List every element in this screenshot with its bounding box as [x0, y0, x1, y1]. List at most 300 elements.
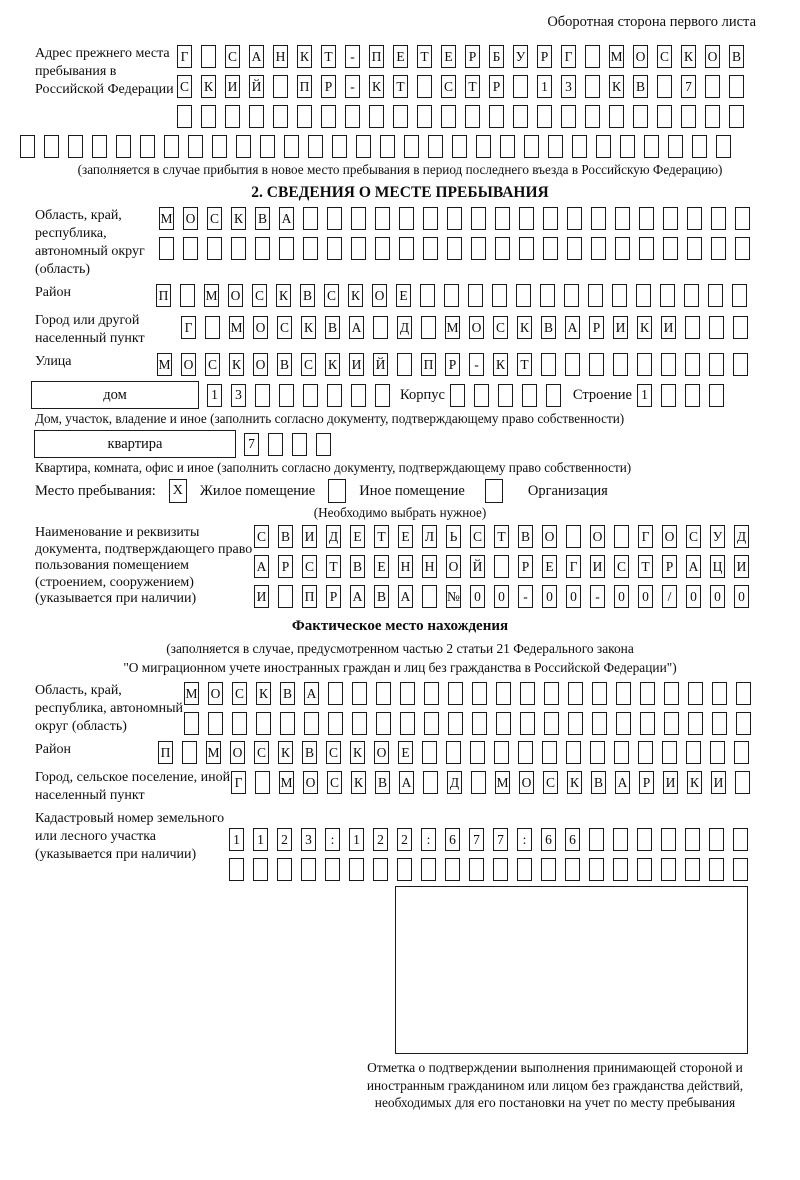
char-cell[interactable]	[736, 712, 751, 735]
char-cell[interactable]	[564, 284, 579, 307]
char-cell[interactable]	[692, 135, 707, 158]
char-cell[interactable]	[657, 75, 672, 98]
char-cell[interactable]	[399, 207, 414, 230]
char-cell[interactable]	[116, 135, 131, 158]
char-cell[interactable]	[734, 741, 749, 764]
char-cell[interactable]: -	[518, 585, 533, 608]
char-cell[interactable]	[212, 135, 227, 158]
char-cell[interactable]	[450, 384, 465, 407]
char-cell[interactable]: С	[277, 316, 292, 339]
char-cell[interactable]	[540, 284, 555, 307]
char-cell[interactable]	[404, 135, 419, 158]
char-cell[interactable]	[92, 135, 107, 158]
char-cell[interactable]	[716, 135, 731, 158]
char-cell[interactable]	[255, 771, 270, 794]
char-cell[interactable]	[620, 135, 635, 158]
char-cell[interactable]: К	[201, 75, 216, 98]
char-cell[interactable]	[229, 858, 244, 881]
char-cell[interactable]	[661, 858, 676, 881]
char-cell[interactable]	[422, 585, 437, 608]
char-cell[interactable]: Н	[422, 555, 437, 578]
char-cell[interactable]	[496, 712, 511, 735]
char-cell[interactable]	[685, 316, 700, 339]
char-cell[interactable]: В	[350, 555, 365, 578]
char-cell[interactable]	[518, 741, 533, 764]
char-cell[interactable]	[733, 316, 748, 339]
char-cell[interactable]	[207, 237, 222, 260]
char-cell[interactable]	[668, 135, 683, 158]
char-cell[interactable]	[548, 135, 563, 158]
char-cell[interactable]	[376, 682, 391, 705]
char-cell[interactable]	[373, 316, 388, 339]
char-cell[interactable]	[638, 741, 653, 764]
char-cell[interactable]	[472, 682, 487, 705]
char-cell[interactable]	[543, 207, 558, 230]
char-cell[interactable]	[684, 284, 699, 307]
char-cell[interactable]: Й	[470, 555, 485, 578]
char-cell[interactable]: 6	[541, 828, 556, 851]
char-cell[interactable]	[421, 858, 436, 881]
char-cell[interactable]	[688, 712, 703, 735]
char-cell[interactable]	[524, 135, 539, 158]
char-cell[interactable]	[278, 585, 293, 608]
char-cell[interactable]	[513, 75, 528, 98]
char-cell[interactable]	[712, 712, 727, 735]
char-cell[interactable]: С	[254, 741, 269, 764]
char-cell[interactable]	[316, 433, 331, 456]
char-cell[interactable]	[321, 105, 336, 128]
char-cell[interactable]: 6	[565, 828, 580, 851]
char-cell[interactable]	[519, 207, 534, 230]
char-cell[interactable]: О	[469, 316, 484, 339]
char-cell[interactable]	[639, 237, 654, 260]
char-cell[interactable]	[495, 237, 510, 260]
char-cell[interactable]	[544, 712, 559, 735]
char-cell[interactable]	[180, 284, 195, 307]
char-cell[interactable]: М	[159, 207, 174, 230]
char-cell[interactable]	[589, 828, 604, 851]
char-cell[interactable]	[637, 828, 652, 851]
char-cell[interactable]: У	[710, 525, 725, 548]
char-cell[interactable]: С	[326, 741, 341, 764]
char-cell[interactable]: Е	[542, 555, 557, 578]
char-cell[interactable]: -	[469, 353, 484, 376]
char-cell[interactable]	[592, 712, 607, 735]
char-cell[interactable]: Р	[639, 771, 654, 794]
char-cell[interactable]: Р	[321, 75, 336, 98]
char-cell[interactable]: В	[302, 741, 317, 764]
char-cell[interactable]	[279, 237, 294, 260]
char-cell[interactable]: А	[399, 771, 414, 794]
char-cell[interactable]: У	[513, 45, 528, 68]
char-cell[interactable]	[231, 237, 246, 260]
char-cell[interactable]: П	[421, 353, 436, 376]
char-cell[interactable]: Д	[326, 525, 341, 548]
char-cell[interactable]: Р	[445, 353, 460, 376]
char-cell[interactable]	[68, 135, 83, 158]
char-cell[interactable]	[609, 105, 624, 128]
char-cell[interactable]	[709, 316, 724, 339]
char-cell[interactable]	[356, 135, 371, 158]
char-cell[interactable]: К	[681, 45, 696, 68]
char-cell[interactable]: К	[493, 353, 508, 376]
char-cell[interactable]: 1	[637, 384, 652, 407]
char-cell[interactable]	[708, 284, 723, 307]
char-cell[interactable]	[612, 284, 627, 307]
char-cell[interactable]: Т	[326, 555, 341, 578]
char-cell[interactable]	[644, 135, 659, 158]
char-cell[interactable]	[519, 237, 534, 260]
char-cell[interactable]	[423, 771, 438, 794]
char-cell[interactable]	[441, 105, 456, 128]
char-cell[interactable]: Б	[489, 45, 504, 68]
char-cell[interactable]	[140, 135, 155, 158]
char-cell[interactable]	[709, 858, 724, 881]
char-cell[interactable]: Р	[662, 555, 677, 578]
char-cell[interactable]	[284, 135, 299, 158]
char-cell[interactable]	[325, 858, 340, 881]
char-cell[interactable]	[664, 712, 679, 735]
char-cell[interactable]: И	[302, 525, 317, 548]
char-cell[interactable]	[517, 858, 532, 881]
char-cell[interactable]	[422, 741, 437, 764]
char-cell[interactable]: К	[567, 771, 582, 794]
char-cell[interactable]: М	[609, 45, 624, 68]
char-cell[interactable]	[566, 525, 581, 548]
char-cell[interactable]	[735, 207, 750, 230]
char-cell[interactable]: Н	[398, 555, 413, 578]
char-cell[interactable]	[710, 741, 725, 764]
char-cell[interactable]	[657, 105, 672, 128]
char-cell[interactable]	[351, 237, 366, 260]
char-cell[interactable]	[537, 105, 552, 128]
char-cell[interactable]	[424, 712, 439, 735]
char-cell[interactable]: К	[297, 45, 312, 68]
char-cell[interactable]: С	[470, 525, 485, 548]
char-cell[interactable]: 0	[614, 585, 629, 608]
char-cell[interactable]	[417, 75, 432, 98]
char-cell[interactable]	[255, 384, 270, 407]
char-cell[interactable]: 0	[686, 585, 701, 608]
char-cell[interactable]: -	[590, 585, 605, 608]
char-cell[interactable]	[500, 135, 515, 158]
char-cell[interactable]	[736, 682, 751, 705]
char-cell[interactable]: Р	[589, 316, 604, 339]
char-cell[interactable]	[183, 237, 198, 260]
char-cell[interactable]	[279, 384, 294, 407]
char-cell[interactable]	[380, 135, 395, 158]
char-cell[interactable]	[373, 858, 388, 881]
char-cell[interactable]	[446, 741, 461, 764]
char-cell[interactable]: В	[633, 75, 648, 98]
char-cell[interactable]	[685, 828, 700, 851]
char-cell[interactable]: Т	[417, 45, 432, 68]
char-cell[interactable]: А	[304, 682, 319, 705]
char-cell[interactable]	[253, 858, 268, 881]
char-cell[interactable]: Т	[465, 75, 480, 98]
char-cell[interactable]: К	[231, 207, 246, 230]
char-cell[interactable]: 2	[397, 828, 412, 851]
char-cell[interactable]	[188, 135, 203, 158]
char-cell[interactable]: О	[181, 353, 196, 376]
char-cell[interactable]: О	[374, 741, 389, 764]
char-cell[interactable]: А	[249, 45, 264, 68]
char-cell[interactable]: С	[207, 207, 222, 230]
char-cell[interactable]	[687, 237, 702, 260]
char-cell[interactable]: О	[372, 284, 387, 307]
char-cell[interactable]	[472, 712, 487, 735]
char-cell[interactable]	[592, 682, 607, 705]
char-cell[interactable]: 0	[542, 585, 557, 608]
char-cell[interactable]	[567, 207, 582, 230]
char-cell[interactable]	[591, 207, 606, 230]
char-cell[interactable]: О	[705, 45, 720, 68]
char-cell[interactable]: С	[302, 555, 317, 578]
char-cell[interactable]: О	[590, 525, 605, 548]
char-cell[interactable]: О	[542, 525, 557, 548]
char-cell[interactable]: А	[350, 585, 365, 608]
char-cell[interactable]: В	[591, 771, 606, 794]
char-cell[interactable]: Р	[278, 555, 293, 578]
char-cell[interactable]	[448, 682, 463, 705]
char-cell[interactable]: Т	[374, 525, 389, 548]
char-cell[interactable]	[733, 858, 748, 881]
char-cell[interactable]	[637, 858, 652, 881]
char-cell[interactable]: 1	[207, 384, 222, 407]
char-cell[interactable]: 0	[494, 585, 509, 608]
char-cell[interactable]	[159, 237, 174, 260]
char-cell[interactable]	[681, 105, 696, 128]
char-cell[interactable]: С	[254, 525, 269, 548]
char-cell[interactable]: Г	[231, 771, 246, 794]
char-cell[interactable]: В	[374, 585, 389, 608]
char-cell[interactable]: Г	[566, 555, 581, 578]
char-cell[interactable]: Т	[517, 353, 532, 376]
char-cell[interactable]	[711, 237, 726, 260]
char-cell[interactable]	[375, 384, 390, 407]
char-cell[interactable]: И	[613, 316, 628, 339]
char-cell[interactable]	[474, 384, 489, 407]
char-cell[interactable]: В	[729, 45, 744, 68]
char-cell[interactable]: И	[349, 353, 364, 376]
char-cell[interactable]: С	[657, 45, 672, 68]
char-cell[interactable]	[709, 353, 724, 376]
char-cell[interactable]	[303, 237, 318, 260]
char-cell[interactable]	[421, 316, 436, 339]
char-cell[interactable]	[615, 207, 630, 230]
char-cell[interactable]	[476, 135, 491, 158]
char-cell[interactable]	[596, 135, 611, 158]
char-cell[interactable]: Ь	[446, 525, 461, 548]
char-cell[interactable]	[705, 105, 720, 128]
char-cell[interactable]	[712, 682, 727, 705]
char-cell[interactable]	[447, 207, 462, 230]
char-cell[interactable]: 1	[253, 828, 268, 851]
char-cell[interactable]	[566, 741, 581, 764]
char-cell[interactable]	[471, 207, 486, 230]
char-cell[interactable]: Ц	[710, 555, 725, 578]
char-cell[interactable]: 1	[349, 828, 364, 851]
char-cell[interactable]: М	[204, 284, 219, 307]
char-cell[interactable]	[428, 135, 443, 158]
char-cell[interactable]: Г	[177, 45, 192, 68]
char-cell[interactable]: Р	[489, 75, 504, 98]
char-cell[interactable]	[589, 353, 604, 376]
char-cell[interactable]: В	[255, 207, 270, 230]
char-cell[interactable]	[327, 237, 342, 260]
char-cell[interactable]: К	[276, 284, 291, 307]
char-cell[interactable]	[662, 741, 677, 764]
char-cell[interactable]: А	[565, 316, 580, 339]
char-cell[interactable]	[345, 105, 360, 128]
char-cell[interactable]	[686, 741, 701, 764]
char-cell[interactable]: В	[278, 525, 293, 548]
char-cell[interactable]	[613, 858, 628, 881]
char-cell[interactable]: П	[302, 585, 317, 608]
char-cell[interactable]	[585, 75, 600, 98]
char-cell[interactable]	[590, 741, 605, 764]
char-cell[interactable]: И	[661, 316, 676, 339]
char-cell[interactable]	[522, 384, 537, 407]
char-cell[interactable]	[164, 135, 179, 158]
char-cell[interactable]	[733, 828, 748, 851]
char-cell[interactable]: С	[441, 75, 456, 98]
char-cell[interactable]: О	[633, 45, 648, 68]
char-cell[interactable]: 0	[470, 585, 485, 608]
char-cell[interactable]	[591, 237, 606, 260]
char-cell[interactable]	[328, 712, 343, 735]
char-cell[interactable]: /	[662, 585, 677, 608]
char-cell[interactable]: -	[345, 45, 360, 68]
char-cell[interactable]	[639, 207, 654, 230]
char-cell[interactable]: 0	[566, 585, 581, 608]
char-cell[interactable]	[495, 207, 510, 230]
char-cell[interactable]: В	[277, 353, 292, 376]
char-cell[interactable]	[542, 741, 557, 764]
char-cell[interactable]: :	[421, 828, 436, 851]
char-cell[interactable]	[273, 105, 288, 128]
char-cell[interactable]: О	[303, 771, 318, 794]
char-cell[interactable]	[492, 284, 507, 307]
char-cell[interactable]: С	[493, 316, 508, 339]
char-cell[interactable]: К	[517, 316, 532, 339]
char-cell[interactable]: :	[325, 828, 340, 851]
char-cell[interactable]	[351, 384, 366, 407]
char-cell[interactable]	[541, 858, 556, 881]
char-cell[interactable]: К	[609, 75, 624, 98]
char-cell[interactable]	[636, 284, 651, 307]
char-cell[interactable]	[256, 712, 271, 735]
char-cell[interactable]: К	[229, 353, 244, 376]
char-cell[interactable]	[613, 828, 628, 851]
char-cell[interactable]	[640, 712, 655, 735]
char-cell[interactable]: Й	[249, 75, 264, 98]
char-cell[interactable]: И	[734, 555, 749, 578]
char-cell[interactable]	[447, 237, 462, 260]
char-cell[interactable]: 3	[561, 75, 576, 98]
char-cell[interactable]: Е	[441, 45, 456, 68]
char-cell[interactable]	[520, 682, 535, 705]
char-cell[interactable]: Д	[447, 771, 462, 794]
char-cell[interactable]: А	[398, 585, 413, 608]
char-cell[interactable]	[255, 237, 270, 260]
char-cell[interactable]	[520, 712, 535, 735]
char-cell[interactable]	[565, 353, 580, 376]
char-cell[interactable]	[541, 353, 556, 376]
char-cell[interactable]: С	[543, 771, 558, 794]
char-cell[interactable]	[349, 858, 364, 881]
char-cell[interactable]	[260, 135, 275, 158]
char-cell[interactable]	[660, 284, 675, 307]
char-cell[interactable]: И	[711, 771, 726, 794]
char-cell[interactable]: М	[495, 771, 510, 794]
char-cell[interactable]: В	[375, 771, 390, 794]
char-cell[interactable]	[572, 135, 587, 158]
char-cell[interactable]	[177, 105, 192, 128]
char-cell[interactable]: Е	[396, 284, 411, 307]
char-cell[interactable]	[709, 828, 724, 851]
char-cell[interactable]: 7	[681, 75, 696, 98]
char-cell[interactable]	[468, 284, 483, 307]
char-cell[interactable]: С	[301, 353, 316, 376]
char-cell[interactable]: 3	[301, 828, 316, 851]
char-cell[interactable]: В	[300, 284, 315, 307]
char-cell[interactable]	[546, 384, 561, 407]
char-cell[interactable]	[397, 353, 412, 376]
char-cell[interactable]	[685, 384, 700, 407]
char-cell[interactable]	[448, 712, 463, 735]
char-cell[interactable]	[585, 105, 600, 128]
char-cell[interactable]: Г	[181, 316, 196, 339]
char-cell[interactable]	[494, 555, 509, 578]
char-cell[interactable]: А	[615, 771, 630, 794]
char-cell[interactable]: 7	[493, 828, 508, 851]
char-cell[interactable]	[637, 353, 652, 376]
char-cell[interactable]: Л	[422, 525, 437, 548]
char-cell[interactable]	[494, 741, 509, 764]
char-cell[interactable]	[375, 207, 390, 230]
char-cell[interactable]	[327, 207, 342, 230]
char-cell[interactable]: Д	[734, 525, 749, 548]
char-cell[interactable]: В	[280, 682, 295, 705]
char-cell[interactable]: Й	[373, 353, 388, 376]
char-cell[interactable]	[332, 135, 347, 158]
char-cell[interactable]: М	[229, 316, 244, 339]
char-cell[interactable]	[399, 237, 414, 260]
char-cell[interactable]	[498, 384, 513, 407]
char-cell[interactable]	[469, 858, 484, 881]
char-cell[interactable]: К	[325, 353, 340, 376]
char-cell[interactable]	[205, 316, 220, 339]
char-cell[interactable]: В	[518, 525, 533, 548]
char-cell[interactable]	[184, 712, 199, 735]
char-cell[interactable]: Е	[398, 525, 413, 548]
char-cell[interactable]	[268, 433, 283, 456]
checkbox-cell[interactable]	[328, 479, 346, 503]
char-cell[interactable]	[614, 525, 629, 548]
char-cell[interactable]: С	[177, 75, 192, 98]
char-cell[interactable]: М	[445, 316, 460, 339]
char-cell[interactable]	[585, 45, 600, 68]
char-cell[interactable]: О	[662, 525, 677, 548]
checkbox-cell[interactable]: X	[169, 479, 187, 503]
char-cell[interactable]: 1	[537, 75, 552, 98]
char-cell[interactable]: Р	[518, 555, 533, 578]
char-cell[interactable]: А	[686, 555, 701, 578]
char-cell[interactable]	[661, 384, 676, 407]
char-cell[interactable]	[516, 284, 531, 307]
char-cell[interactable]: И	[663, 771, 678, 794]
